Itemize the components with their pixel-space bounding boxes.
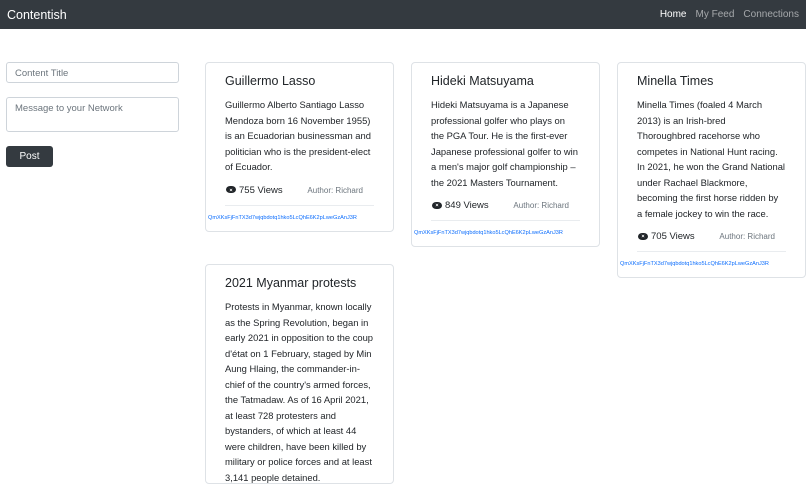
eye-icon: [432, 202, 442, 209]
content-card: [617, 62, 806, 278]
card-title: Minella Times: [637, 74, 714, 88]
card-author: Author: Richard: [307, 185, 363, 195]
content-hash-link[interactable]: QmXKsFjFnTX3d7wjqbdotq1hko5LcQhE6K2pLweGzAnJ3R: [208, 214, 357, 221]
divider: [225, 205, 374, 206]
divider: [637, 251, 786, 252]
content-hash-link[interactable]: QmXKsFjFnTX3d7wjqbdotq1hko5LcQhE6K2pLweGzAnJ3R: [620, 261, 769, 267]
content-hash-link[interactable]: QmXKsFjFnTX3d7wjqbdotq1hko5LcQhE6K2pLweGzAnJ3R: [414, 230, 563, 236]
card-title: Hideki Matsuyama: [431, 74, 534, 88]
view-count: 849 Views: [445, 200, 489, 211]
eye-icon: [638, 233, 648, 240]
card-body: Guillermo Alberto Santiago Lasso Mendoza born 16 November 1955) is an Ecuadorian businessman and politician who is the president-elect of Ecuador.: [225, 99, 371, 172]
content-card: [205, 62, 394, 232]
divider: [431, 220, 580, 221]
nav-connections[interactable]: Connections: [743, 9, 799, 20]
card-author: Author: Richard: [719, 232, 775, 241]
post-button[interactable]: Post: [6, 146, 53, 167]
view-count: 755 Views: [239, 184, 283, 196]
nav-my-feed[interactable]: My Feed: [695, 9, 735, 20]
nav-home[interactable]: Home: [659, 9, 687, 20]
card-title: 2021 Myanmar protests: [225, 276, 357, 290]
card-body: Minella Times (foaled 4 March 2013) is an Irish-bred Thoroughbred racehorse who competes in National Hunt racing. In 2021, he won the Grand National under Rachael Blackmore, becoming the first horse ridden by a female jockey to win the race.: [637, 99, 786, 219]
card-body: Hideki Matsuyama is a Japanese professional golfer who plays on the PGA Tour. He is the first-ever Japanese professional golfer to win a men's major golf championship – the 2021 Masters Tournament.: [431, 99, 578, 188]
navbar: [0, 0, 806, 29]
card-body: Protests in Myanmar, known locally as the Spring Revolution, began in early 2021 in opposition to the coup d'état on 1 February, staged by Min Aung Hlaing, the commander-in-chief of the country's armed forces, the Tatmadaw. As of 16 April 2021, at least 728 protesters and bystanders, of which at least 44 were children, have been killed by military or police forces and at least 3,141 people detained.: [225, 301, 374, 483]
post-form: [6, 62, 179, 167]
eye-icon: [226, 186, 236, 193]
content-card: [411, 62, 600, 247]
view-count: 705 Views: [651, 231, 695, 242]
content-title-input[interactable]: Content Title: [6, 62, 179, 83]
content-card: [205, 264, 394, 484]
card-title: Guillermo Lasso: [225, 74, 316, 88]
message-textarea[interactable]: Message to your Network: [6, 97, 179, 132]
card-author: Author: Richard: [513, 201, 569, 210]
brand-link[interactable]: Contentish: [7, 7, 67, 22]
